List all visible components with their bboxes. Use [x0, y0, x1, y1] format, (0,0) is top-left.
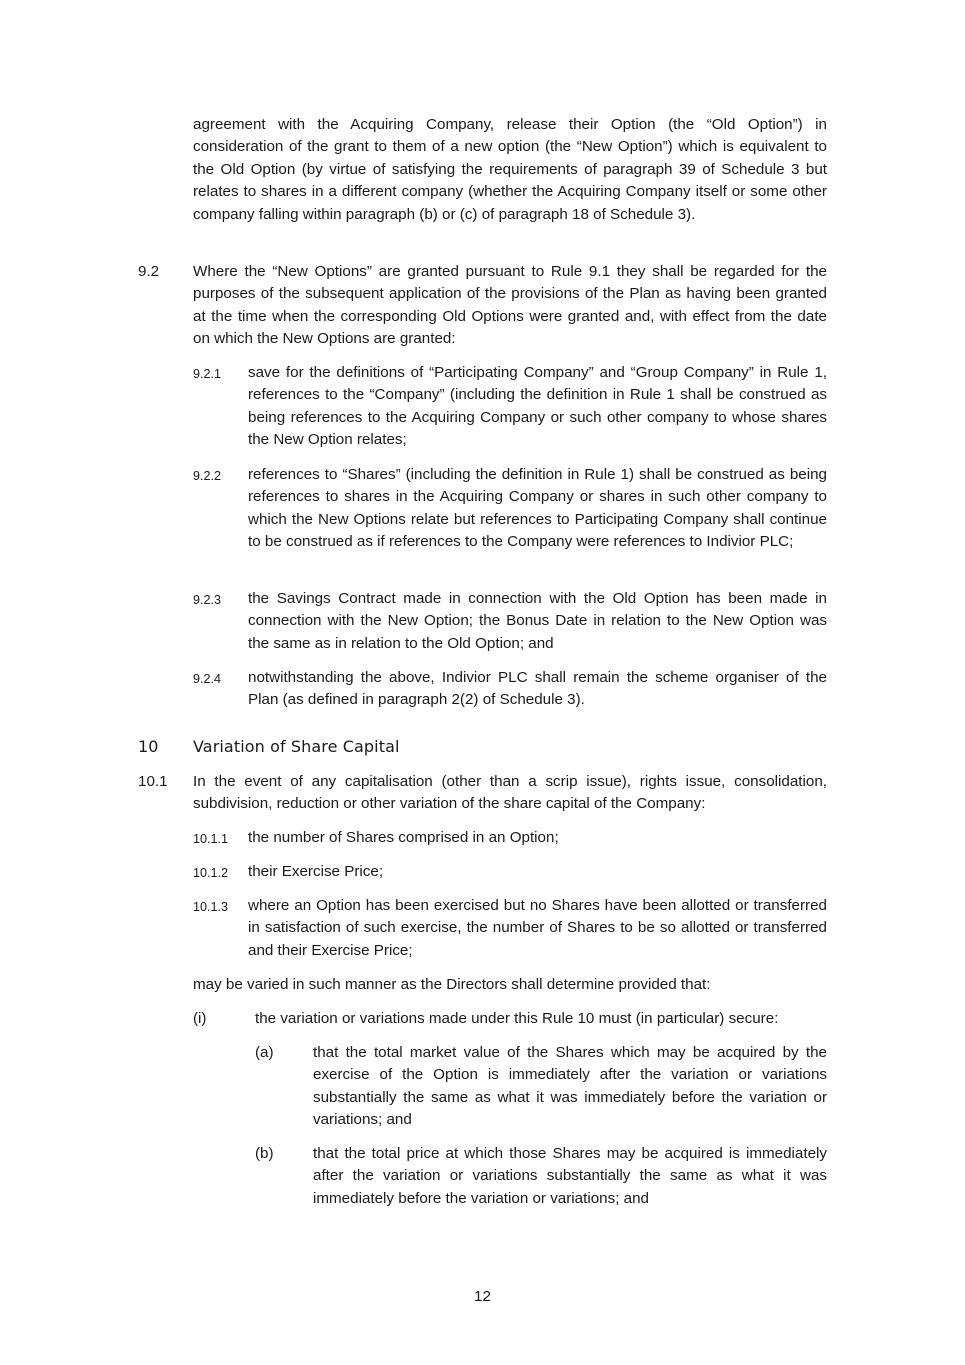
condition-i-number: (i) — [193, 1010, 207, 1027]
item-b-text: that the total price at which those Shares may be acquired is immediately after the variation or variations substantially the same as what it was immediately before the variation or variations; and — [313, 1145, 827, 1207]
rule-10-1-number: 10.1 — [138, 773, 168, 790]
clause-9-2-2-text: references to “Shares” (including the definition in Rule 1) shall be construed as being references to shares in the Acquiring Company or shares in such other company to which the New Options relate but references to Participating Company shall continue to be construed as if references to the Company were references to Indivior PLC; — [248, 466, 827, 551]
clause-10-1-1-text: the number of Shares comprised in an Option; — [248, 829, 559, 846]
clause-10-1-1-number: 10.1.1 — [193, 832, 229, 846]
clause-9-2-1-text: save for the definitions of “Participating Company” and “Group Company” in Rule 1, references to the “Company” (including the definition in Rule 1 shall be construed as being references to the Acquiring Company or such other company to whose shares the New Option relates; — [248, 364, 827, 449]
item-a-text: that the total market value of the Shares which may be acquired by the exercise of the Option is immediately after the variation or variations substantially the same as what it was immediately before the variation or variations; and — [313, 1044, 827, 1129]
item-a-number: (a) — [255, 1044, 274, 1061]
rule-10-1-continuation: may be varied in such manner as the Directors shall determine provided that: — [193, 976, 711, 993]
clause-9-2-2-number: 9.2.2 — [193, 469, 222, 483]
clause-9-2-3-number: 9.2.3 — [193, 593, 222, 607]
clause-9-2-1-number: 9.2.1 — [193, 367, 222, 381]
clause-9-2-4-text: notwithstanding the above, Indivior PLC shall remain the scheme organiser of the Plan (as defined in paragraph 2(2) of Schedule 3). — [248, 669, 827, 709]
clause-10-1-3-number: 10.1.3 — [193, 900, 229, 914]
clause-10-1-3-text: where an Option has been exercised but no Shares have been allotted or transferred in satisfaction of such exercise, the number of Shares to be so allotted or transferred and their Exercise Price; — [248, 897, 827, 959]
rule-9-2-number: 9.2 — [138, 263, 160, 280]
rule-9-2-text: Where the “New Options” are granted pursuant to Rule 9.1 they shall be regarded for the purposes of the subsequent application of the provisions of the Plan as having been granted at the time when the corresponding Old Options were granted and, with effect from the date on which the New Options are granted: — [193, 263, 827, 348]
item-b-number: (b) — [255, 1145, 274, 1162]
clause-9-2-3-text: the Savings Contract made in connection with the Old Option has been made in connection with the New Option; the Bonus Date in relation to the New Option was the same as in relation to the Old Option; and — [248, 590, 827, 652]
clause-10-1-2-text: their Exercise Price; — [248, 863, 384, 880]
section-10-number: 10 — [138, 737, 159, 756]
condition-i-text: the variation or variations made under this Rule 10 must (in particular) secure: — [255, 1010, 779, 1027]
clause-10-1-2-number: 10.1.2 — [193, 866, 229, 880]
page-number: 12 — [474, 1288, 491, 1305]
section-10-title: Variation of Share Capital — [193, 737, 400, 756]
rule-10-1-text: In the event of any capitalisation (other than a scrip issue), rights issue, consolidation, subdivision, reduction or other variation of the share capital of the Company: — [193, 773, 827, 813]
intro-paragraph: agreement with the Acquiring Company, release their Option (the “Old Option”) in consideration of the grant to them of a new option (the “New Option”) which is equivalent to the Old Option (by virtue of satisfying the requirements of paragraph 39 of Schedule 3 but relates to shares in a different company (whether the Acquiring Company itself or some other company falling within paragraph (b) or (c) of paragraph 18 of Schedule 3). — [193, 116, 827, 223]
clause-9-2-4-number: 9.2.4 — [193, 672, 222, 686]
